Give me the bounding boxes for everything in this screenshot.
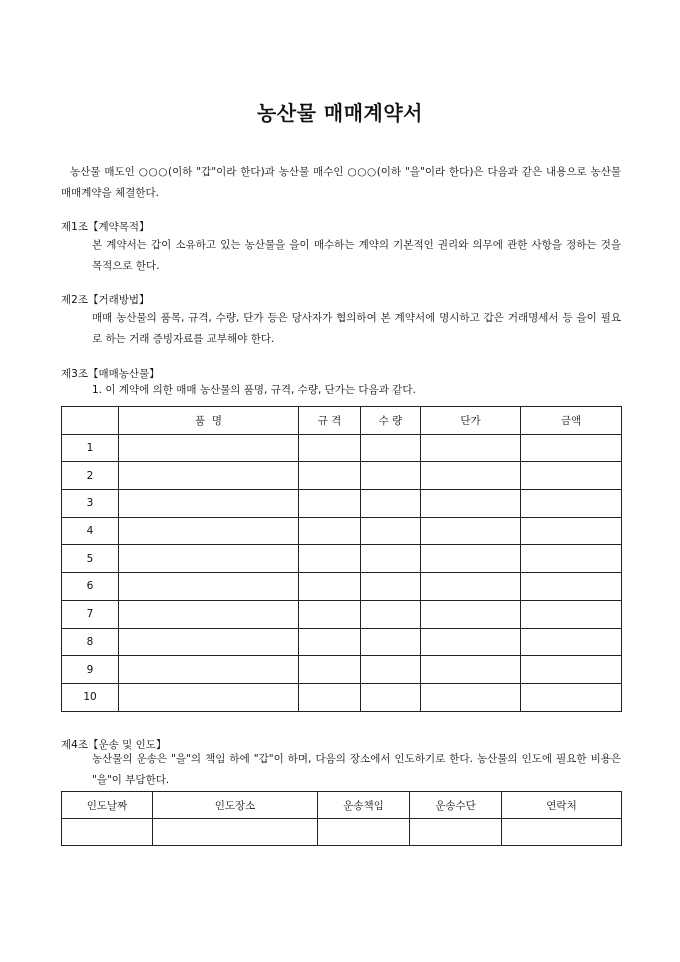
unit-price-cell[interactable] bbox=[421, 545, 521, 573]
name-cell[interactable] bbox=[119, 545, 299, 573]
qty-cell[interactable] bbox=[361, 517, 421, 545]
amount-cell[interactable] bbox=[521, 517, 622, 545]
article4-body: 농산물의 운송은 "을"의 책임 하에 "갑"이 하며, 다음의 장소에서 인도하기로 한다. 농산물의 인도에 필요한 비용은 "을"이 부담한다. bbox=[92, 753, 621, 786]
delivery-header-place: 인도장소 bbox=[153, 792, 318, 819]
name-cell[interactable] bbox=[119, 683, 299, 711]
delivery-table-header-row bbox=[62, 792, 622, 819]
amount-cell[interactable] bbox=[521, 573, 622, 601]
spec-cell[interactable] bbox=[299, 573, 361, 601]
delivery-header-responsibility: 운송책임 bbox=[318, 792, 410, 819]
delivery-responsibility-cell[interactable] bbox=[318, 819, 410, 846]
items-header-unit-price: 단가 bbox=[421, 407, 521, 435]
article1-body: 본 계약서는 갑이 소유하고 있는 농산물을 을이 매수하는 계약의 기본적인 권리와 의무에 관한 사항을 정하는 것을 목적으로 한다. bbox=[92, 239, 621, 272]
row-number: 8 bbox=[62, 628, 119, 656]
name-cell[interactable] bbox=[119, 600, 299, 628]
document-title: 농산물 매매계약서 bbox=[256, 101, 424, 125]
amount-cell[interactable] bbox=[521, 683, 622, 711]
amount-cell[interactable] bbox=[521, 628, 622, 656]
delivery-means-cell[interactable] bbox=[410, 819, 502, 846]
qty-cell[interactable] bbox=[361, 600, 421, 628]
row-number: 2 bbox=[62, 462, 119, 490]
amount-cell[interactable] bbox=[521, 434, 622, 462]
delivery-table-row bbox=[62, 819, 622, 846]
delivery-header-contact: 연락처 bbox=[502, 792, 622, 819]
items-header-spec: 규 격 bbox=[299, 407, 361, 435]
unit-price-cell[interactable] bbox=[421, 490, 521, 518]
article3-heading: 제3조【매매농산물】 bbox=[61, 368, 160, 380]
spec-cell[interactable] bbox=[299, 628, 361, 656]
row-number: 5 bbox=[62, 545, 119, 573]
table-row bbox=[62, 545, 622, 573]
table-row bbox=[62, 656, 622, 684]
name-cell[interactable] bbox=[119, 490, 299, 518]
amount-cell[interactable] bbox=[521, 462, 622, 490]
delivery-header-means: 운송수단 bbox=[410, 792, 502, 819]
spec-cell[interactable] bbox=[299, 683, 361, 711]
items-header-qty: 수 량 bbox=[361, 407, 421, 435]
amount-cell[interactable] bbox=[521, 490, 622, 518]
unit-price-cell[interactable] bbox=[421, 434, 521, 462]
qty-cell[interactable] bbox=[361, 628, 421, 656]
amount-cell[interactable] bbox=[521, 600, 622, 628]
row-number: 10 bbox=[62, 683, 119, 711]
spec-cell[interactable] bbox=[299, 517, 361, 545]
delivery-header-date: 인도날짜 bbox=[62, 792, 153, 819]
unit-price-cell[interactable] bbox=[421, 683, 521, 711]
qty-cell[interactable] bbox=[361, 683, 421, 711]
delivery-table bbox=[61, 791, 622, 846]
amount-cell[interactable] bbox=[521, 656, 622, 684]
table-row bbox=[62, 683, 622, 711]
name-cell[interactable] bbox=[119, 573, 299, 601]
unit-price-cell[interactable] bbox=[421, 628, 521, 656]
row-number: 4 bbox=[62, 517, 119, 545]
table-row bbox=[62, 462, 622, 490]
qty-cell[interactable] bbox=[361, 462, 421, 490]
table-row bbox=[62, 628, 622, 656]
items-header-amount: 금액 bbox=[521, 407, 622, 435]
article1-heading: 제1조【계약목적】 bbox=[61, 221, 150, 233]
name-cell[interactable] bbox=[119, 628, 299, 656]
items-header-name: 품 명 bbox=[119, 407, 299, 435]
row-number: 6 bbox=[62, 573, 119, 601]
table-row bbox=[62, 434, 622, 462]
items-table bbox=[61, 406, 622, 712]
table-row bbox=[62, 517, 622, 545]
row-number: 9 bbox=[62, 656, 119, 684]
unit-price-cell[interactable] bbox=[421, 462, 521, 490]
qty-cell[interactable] bbox=[361, 490, 421, 518]
name-cell[interactable] bbox=[119, 462, 299, 490]
row-number: 1 bbox=[62, 434, 119, 462]
items-header-no bbox=[62, 407, 119, 435]
intro-paragraph: 농산물 매도인 ○○○(이하 "갑"이라 한다)과 농산물 매수인 ○○○(이하 "을"이라 한다)은 다음과 같은 내용으로 농산물 매매계약을 체결한다. bbox=[61, 166, 621, 199]
items-table-header-row bbox=[62, 407, 622, 435]
table-row bbox=[62, 573, 622, 601]
row-number: 7 bbox=[62, 600, 119, 628]
spec-cell[interactable] bbox=[299, 600, 361, 628]
amount-cell[interactable] bbox=[521, 545, 622, 573]
name-cell[interactable] bbox=[119, 517, 299, 545]
spec-cell[interactable] bbox=[299, 545, 361, 573]
unit-price-cell[interactable] bbox=[421, 656, 521, 684]
qty-cell[interactable] bbox=[361, 545, 421, 573]
name-cell[interactable] bbox=[119, 434, 299, 462]
unit-price-cell[interactable] bbox=[421, 600, 521, 628]
unit-price-cell[interactable] bbox=[421, 573, 521, 601]
article4-heading: 제4조【운송 및 인도】 bbox=[61, 739, 167, 751]
article2-body: 매매 농산물의 품목, 규격, 수량, 단가 등은 당사자가 협의하여 본 계약서에 명시하고 갑은 거래명세서 등 을이 필요로 하는 거래 증빙자료를 교부해야 한다. bbox=[92, 312, 621, 345]
article2-heading: 제2조【거래방법】 bbox=[61, 294, 150, 306]
name-cell[interactable] bbox=[119, 656, 299, 684]
table-row bbox=[62, 600, 622, 628]
delivery-place-cell[interactable] bbox=[153, 819, 318, 846]
spec-cell[interactable] bbox=[299, 462, 361, 490]
qty-cell[interactable] bbox=[361, 434, 421, 462]
unit-price-cell[interactable] bbox=[421, 517, 521, 545]
spec-cell[interactable] bbox=[299, 490, 361, 518]
qty-cell[interactable] bbox=[361, 573, 421, 601]
qty-cell[interactable] bbox=[361, 656, 421, 684]
spec-cell[interactable] bbox=[299, 434, 361, 462]
article3-body: 1. 이 계약에 의한 매매 농산물의 품명, 규격, 수량, 단가는 다음과 같다. bbox=[92, 384, 416, 396]
delivery-date-cell[interactable] bbox=[62, 819, 153, 846]
delivery-contact-cell[interactable] bbox=[502, 819, 622, 846]
spec-cell[interactable] bbox=[299, 656, 361, 684]
row-number: 3 bbox=[62, 490, 119, 518]
table-row bbox=[62, 490, 622, 518]
